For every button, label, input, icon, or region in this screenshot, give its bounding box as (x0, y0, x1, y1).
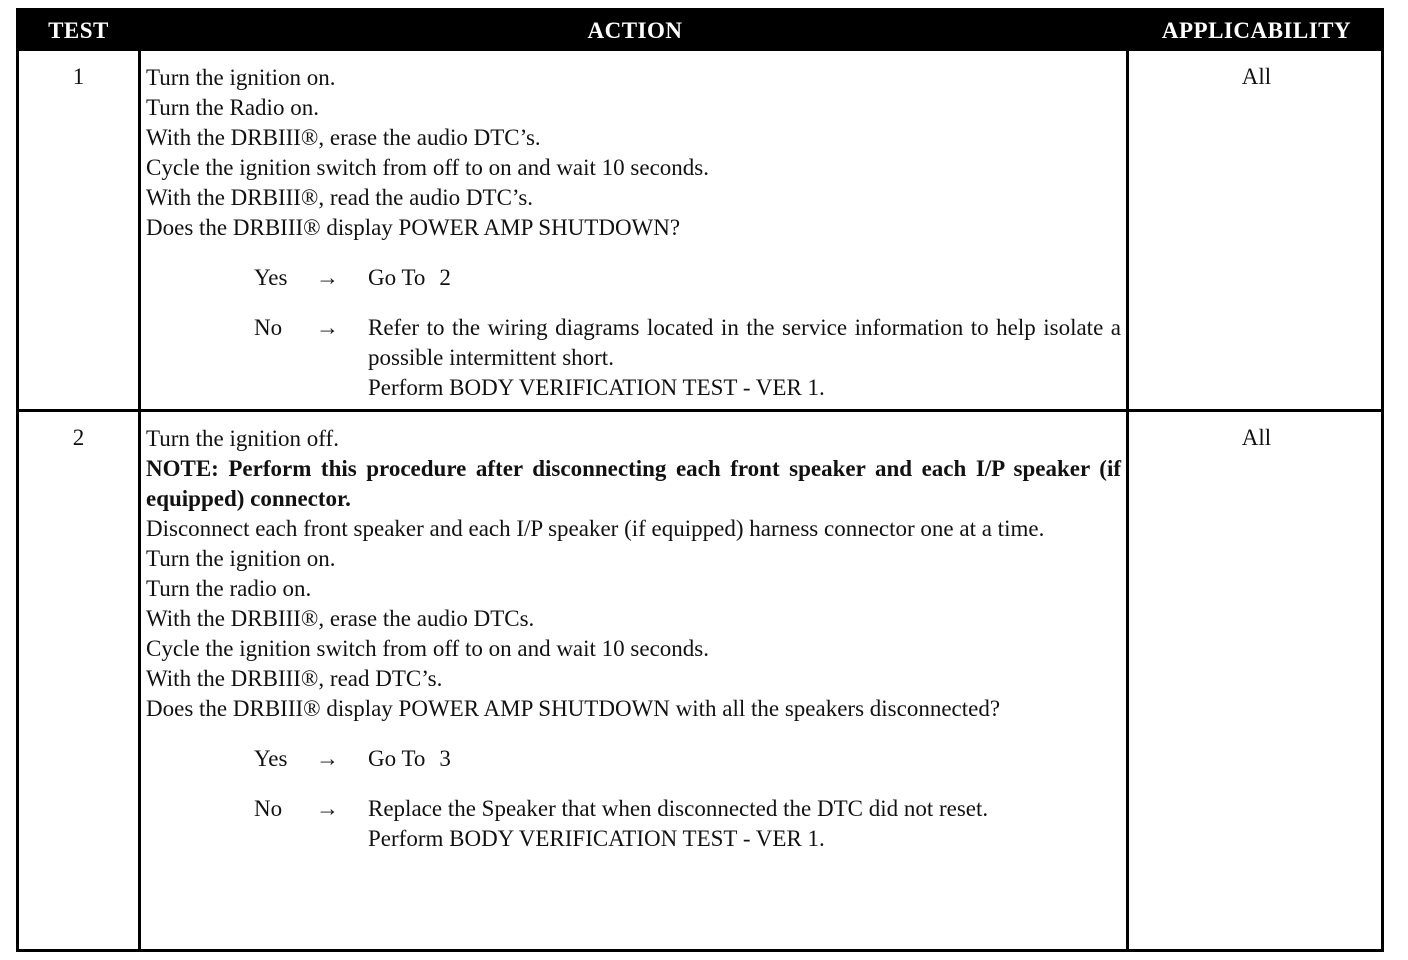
action-step: With the DRBIII®, read DTC’s. (146, 666, 443, 691)
test-number: 1 (72, 64, 85, 89)
no-label: No (254, 315, 283, 340)
right-arrow-icon: → (316, 315, 339, 340)
goto-target: 2 (439, 265, 451, 290)
action-step: With the DRBIII®, erase the audio DTCs. (146, 606, 535, 631)
table-row (19, 51, 1381, 409)
no-label: No (254, 796, 283, 821)
action-step: Disconnect each front speaker and each I/P speaker (if equipped) harness connector one at a time. (146, 516, 1045, 541)
right-arrow-icon: → (316, 265, 339, 290)
action-question: Does the DRBIII® display POWER AMP SHUTDOWN? (146, 215, 681, 240)
header-test: TEST (48, 18, 109, 43)
applicability-cell: All (1241, 425, 1272, 450)
no-result-text: Refer to the wiring diagrams located in the service information to help isolate a possible intermittent short. (368, 315, 1121, 370)
yes-result (146, 263, 1121, 293)
goto-target: 3 (439, 746, 451, 771)
header-action: ACTION (587, 18, 683, 43)
action-step: With the DRBIII®, erase the audio DTC’s. (146, 125, 541, 150)
table-row (19, 412, 1381, 952)
action-step: Cycle the ignition switch from off to on and wait 10 seconds. (146, 155, 709, 180)
no-result-text: Perform BODY VERIFICATION TEST - VER 1. (368, 826, 825, 851)
right-arrow-icon: → (316, 796, 339, 821)
yes-label: Yes (254, 746, 288, 771)
applicability-cell: All (1241, 64, 1272, 89)
action-step: Turn the ignition off. (146, 426, 339, 451)
action-step: Turn the radio on. (146, 576, 312, 601)
right-arrow-icon: → (316, 746, 339, 771)
test-number: 2 (72, 425, 85, 450)
no-result-text: Perform BODY VERIFICATION TEST - VER 1. (368, 375, 825, 400)
table-header (19, 11, 1381, 51)
action-step: Turn the ignition on. (146, 546, 336, 571)
action-step: With the DRBIII®, read the audio DTC’s. (146, 185, 534, 210)
action-step: Turn the ignition on. (146, 65, 336, 90)
action-cell (146, 424, 1121, 854)
diagnostic-test-table (16, 8, 1384, 952)
yes-result (146, 744, 1121, 774)
goto-text: Go To (368, 265, 426, 290)
header-applicability: APPLICABILITY (1161, 18, 1352, 43)
goto-text: Go To (368, 746, 426, 771)
action-note: NOTE: Perform this procedure after disconnecting each front speaker and each I/P speaker (if equipped) connector. (146, 456, 1121, 511)
no-result (146, 313, 1121, 403)
no-result (146, 794, 1121, 854)
yes-label: Yes (254, 265, 288, 290)
action-question: Does the DRBIII® display POWER AMP SHUTDOWN with all the speakers disconnected? (146, 696, 1001, 721)
action-step: Turn the Radio on. (146, 95, 319, 120)
action-step: Cycle the ignition switch from off to on and wait 10 seconds. (146, 636, 709, 661)
no-result-text: Replace the Speaker that when disconnected the DTC did not reset. (368, 796, 989, 821)
action-cell (146, 63, 1121, 403)
